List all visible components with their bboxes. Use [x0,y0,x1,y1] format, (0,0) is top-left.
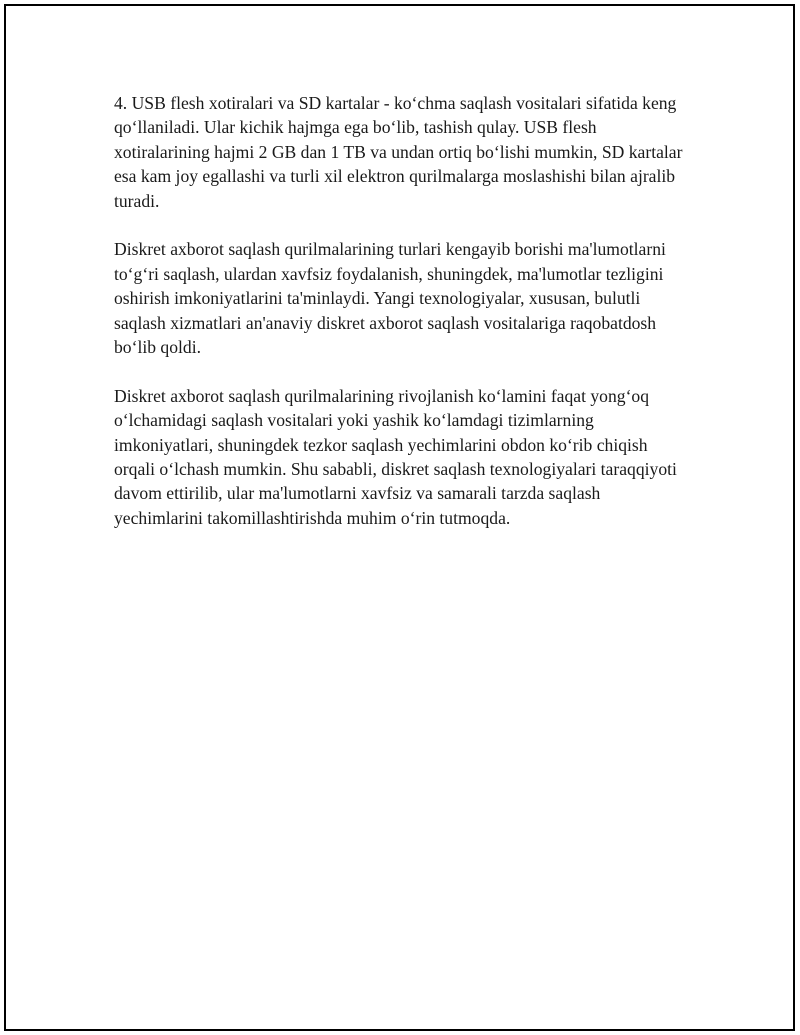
paragraph-storage-types: Diskret axborot saqlash qurilmalarining turlari kengayib borishi ma'lumotlarni toʻgʻri saqlash, ulardan xavfsiz foydalanish, shuningdek, ma'lumotlar tezligini oshirish imkoniyatlarini ta'minlaydi. Yangi texnologiyalar, xususan, bulutli saqlash xizmatlari an'anaviy diskret axborot saqlash vositalariga raqobatdosh boʻlib qoldi. [114,239,666,358]
paragraph-usb-sd: 4. USB flesh xotiralari va SD kartalar - koʻchma saqlash vositalari sifatida keng qoʻllaniladi. Ular kichik hajmga ega boʻlib, tashish qulay. USB flesh xotiralarining hajmi 2 GB dan 1 TB va undan ortiq boʻlishi mumkin, SD kartalar esa kam joy egallashi va turli xil elektron qurilmalarga moslashishi bilan ajralib turadi. [114,93,683,211]
document-body [114,91,684,555]
paragraph-development: Diskret axborot saqlash qurilmalarining rivojlanish koʻlamini faqat yongʻoq oʻlchamidagi saqlash vositalari yoki yashik koʻlamdagi tizimlarning imkoniyatlari, shuningdek tezkor saqlash yechimlarini obdon koʻrib chiqish orqali oʻlchash mumkin. Shu sababli, diskret saqlash texnologiyalari taraqqiyoti davom ettirilib, ular ma'lumotlarni xavfsiz va samarali tarzda saqlash yechimlarini takomillashtirishda muhim oʻrin tutmoqda. [114,385,677,528]
